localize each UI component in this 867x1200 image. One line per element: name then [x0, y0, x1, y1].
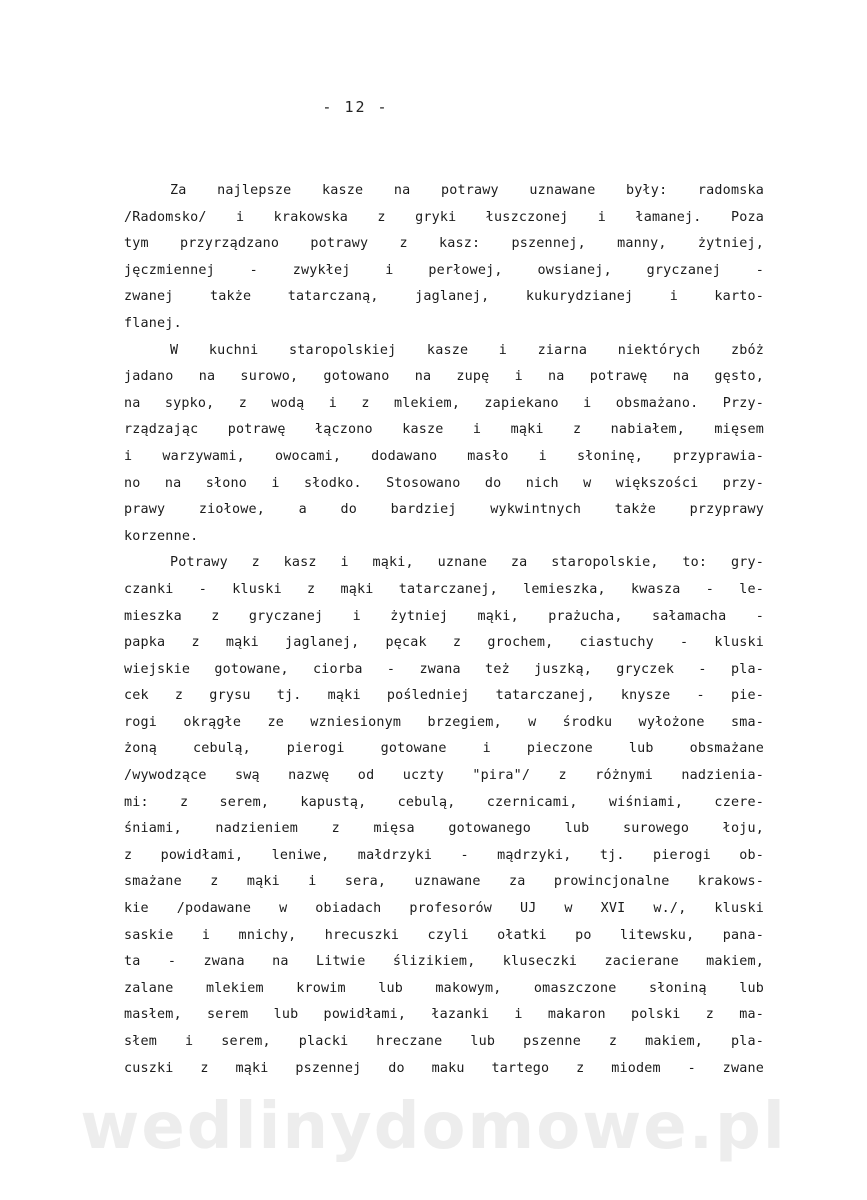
text-line: tym przyrządzano potrawy z kasz: pszennej, manny, żytniej,: [124, 236, 764, 252]
text-line: słem i serem, placki hreczane lub pszenne z makiem, pla-: [124, 1034, 764, 1049]
text-line: rządzając potrawę łączono kasze i mąki z nabiałem, mięsem: [124, 422, 764, 438]
text-line: Potrawy z kasz i mąki, uznane za staropolskie, to: gry-: [170, 555, 764, 571]
text-line: cuszki z mąki pszennej do maku tartego z miodem - zwane: [124, 1060, 764, 1076]
text-line: rogi okrągłe ze wzniesionym brzegiem, w środku wyłożone sma-: [124, 714, 764, 730]
watermark: wedlinydomowe.pl: [80, 1090, 787, 1164]
text-line: cek z grysu tj. mąki pośledniej tatarczanej, knysze - pie-: [124, 688, 764, 704]
text-line: na sypko, z wodą i z mlekiem, zapiekano i obsmażano. Przy-: [124, 395, 764, 411]
text-line: masłem, serem lub powidłami, łazanki i makaron polski z ma-: [124, 1007, 764, 1023]
text-line: z powidłami, leniwe, małdrzyki - mądrzyki, tj. pierogi ob-: [124, 847, 764, 863]
body-text: [124, 178, 764, 1082]
text-line: saskie i mnichy, hrecuszki czyli ołatki po litewsku, pana-: [124, 927, 764, 943]
text-line: flanej.: [124, 315, 182, 331]
text-line: mi: z serem, kapustą, cebulą, czernicami, wiśniami, czere-: [124, 794, 764, 810]
text-line: smażane z mąki i sera, uznawane za prowincjonalne krakows-: [124, 874, 764, 890]
text-line: /wywodzące swą nazwę od uczty "pira"/ z różnymi nadzienia-: [124, 768, 764, 784]
text-line: jęczmiennej - zwykłej i perłowej, owsianej, gryczanej -: [124, 262, 764, 278]
text-line: ta - zwana na Litwie ślizikiem, kluseczki zacierane makiem,: [124, 954, 764, 970]
text-line: korzenne.: [124, 528, 199, 544]
text-line: mieszka z gryczanej i żytniej mąki, prażucha, sałamacha -: [124, 608, 764, 624]
text-line: /Radomsko/ i krakowska z gryki łuszczonej i łamanej. Poza: [124, 209, 764, 225]
text-line: Za najlepsze kasze na potrawy uznawane były: radomska: [170, 183, 764, 198]
text-line: jadano na surowo, gotowano na zupę i na potrawę na gęsto,: [124, 369, 764, 385]
text-line: zwanej także tatarczaną, jaglanej, kukurydzianej i karto-: [124, 289, 764, 305]
text-line: żoną cebulą, pierogi gotowane i pieczone lub obsmażane: [124, 741, 764, 757]
text-line: no na słono i słodko. Stosowano do nich w większości przy-: [124, 475, 764, 491]
text-line: papka z mąki jaglanej, pęcak z grochem, ciastuchy - kluski: [124, 635, 764, 651]
text-line: wiejskie gotowane, ciorba - zwana też juszką, gryczek - pla-: [124, 661, 764, 677]
paragraph-1: [124, 178, 764, 338]
paragraph-2: [124, 338, 764, 551]
text-line: zalane mlekiem krowim lub makowym, omaszczone słoniną lub: [124, 980, 764, 996]
paragraph-3: [124, 550, 764, 1082]
page-number: - 12 -: [322, 98, 389, 116]
text-line: czanki - kluski z mąki tatarczanej, lemieszka, kwasza - le-: [124, 581, 764, 597]
text-line: i warzywami, owocami, dodawano masło i słoninę, przyprawia-: [124, 448, 764, 464]
text-line: śniami, nadzieniem z mięsa gotowanego lub surowego łoju,: [124, 821, 764, 837]
text-line: W kuchni staropolskiej kasze i ziarna niektórych zbóż: [170, 342, 764, 358]
text-line: kie /podawane w obiadach profesorów UJ w XVI w./, kluski: [124, 901, 764, 917]
text-line: prawy ziołowe, a do bardziej wykwintnych także przyprawy: [124, 502, 764, 518]
